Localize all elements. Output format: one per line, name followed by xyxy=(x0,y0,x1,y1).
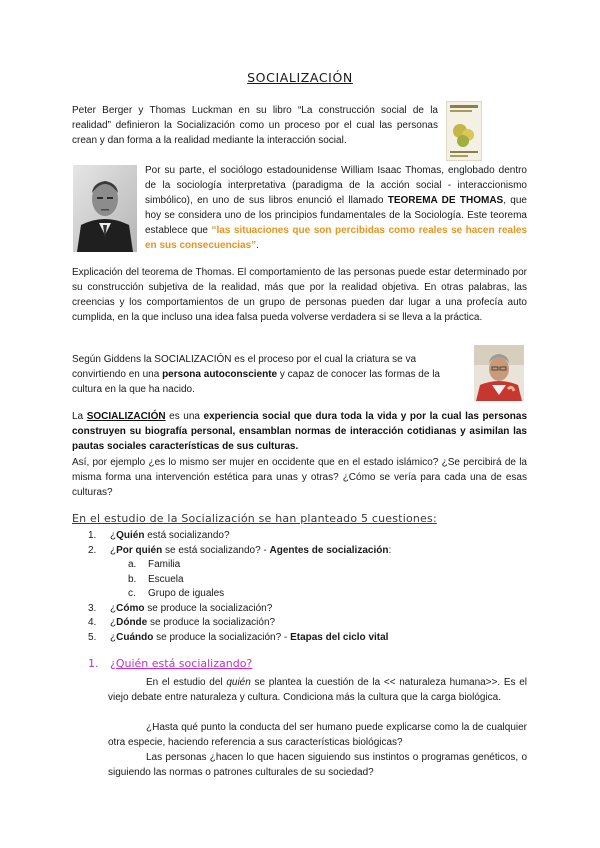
list-item: b. Escuela xyxy=(128,573,184,585)
thomas-theorem-quote: “las situaciones que son percibidas como reales se hacen reales en sus consecuencias” xyxy=(145,225,527,251)
list-item: 4. ¿Dónde se produce la socialización? xyxy=(88,617,276,628)
subsection-heading-quien: 1. ¿Quién está socializando? xyxy=(88,657,253,670)
questions-list xyxy=(88,529,528,645)
paragraph-ejemplo-culturas: Así, por ejemplo ¿es lo mismo ser mujer en occidente que en el estado islámico? ¿Se percibirá de la misma forma una intervención estética para unas y otras? ¿Cómo se vería para cada una de esas culturas? xyxy=(72,457,527,498)
section-heading-cuestiones: En el estudio de la Socialización se han planteado 5 cuestiones: xyxy=(72,512,437,525)
paragraph-explicacion-teorema: Explicación del teorema de Thomas. El comportamiento de las personas puede estar determinado por su construcción subjetiva de la realidad, más que por la realidad objetiva. En otras palabras, las creencias y los comportamientos de un grupo de personas pueden dar lugar a una profecía auto cumplida, en la que incluso una idea falsa pueda volverse verdadera si se lleva a la práctica. xyxy=(72,267,527,323)
list-item: 2. ¿Por quién se está socializando? - Agentes de socialización: xyxy=(88,544,392,556)
book-cover-image xyxy=(446,101,482,161)
list-item: c. Grupo de iguales xyxy=(128,588,225,599)
portrait-giddens-image xyxy=(474,345,524,401)
list-item: 1. ¿Quién está socializando? xyxy=(88,530,230,541)
paragraph-definicion-socializacion: La SOCIALIZACIÓN es una experiencia social que dura toda la vida y por la cual las personas construyen su biografía personal, ensamblan normas de interacción cotidianas y asimilan las pautas sociales características de sus culturas. xyxy=(72,411,528,452)
paragraph-berger-luckman: Peter Berger y Thomas Luckman en su libro “La construcción social de la realidad” definieron la Socialización como un proceso por el cual las personas crean y dan forma a la realidad mediante la interacción social. xyxy=(72,105,438,146)
portrait-william-thomas-image xyxy=(73,165,137,252)
paragraph-quien-3: Las personas ¿hacen lo que hacen siguiendo sus instintos o programas genéticos, o siguiendo las normas o patrones culturales de su sociedad? xyxy=(108,752,527,778)
paragraph-teorema-thomas: Por su parte, el sociólogo estadounidense William Isaac Thomas, englobado dentro de la sociología interpretativa (paradigma de la acción social - interaccionismo simbólico), en uno de sus libros enunció el llamado TEOREMA DE THOMAS, que hoy se considera uno de los principios fundamentales de la Sociología. Este teorema establece que “las situaciones que son percibidas como reales se hacen reales en sus consecuencias”. xyxy=(145,165,527,251)
list-item: a. Familia xyxy=(128,559,181,570)
paragraph-giddens: Según Giddens la SOCIALIZACIÓN es el proceso por el cual la criatura se va convirtiendo en una persona autoconsciente y capaz de conocer las formas de la cultura en la que ha nacido. xyxy=(72,354,440,395)
list-item: 3. ¿Cómo se produce la socialización? xyxy=(88,602,273,614)
page-title: SOCIALIZACIÓN xyxy=(247,70,353,85)
socializacion-term: SOCIALIZACIÓN xyxy=(86,411,166,422)
list-item: 5. ¿Cuándo se produce la socialización? - Etapas del ciclo vital xyxy=(88,631,389,643)
paragraph-quien-1: En el estudio del quién se plantea la cuestión de la << naturaleza humana>>. Es el viejo debate entre naturaleza y cultura. Condiciona más la cultura que la carga biológica. xyxy=(108,677,528,703)
paragraph-quien-2: ¿Hasta qué punto la conducta del ser humano puede explicarse como la de cualquier otra especie, haciendo referencia a sus características biológicas? xyxy=(108,722,527,748)
teorema-de-thomas-term: TEOREMA DE THOMAS xyxy=(387,195,504,206)
